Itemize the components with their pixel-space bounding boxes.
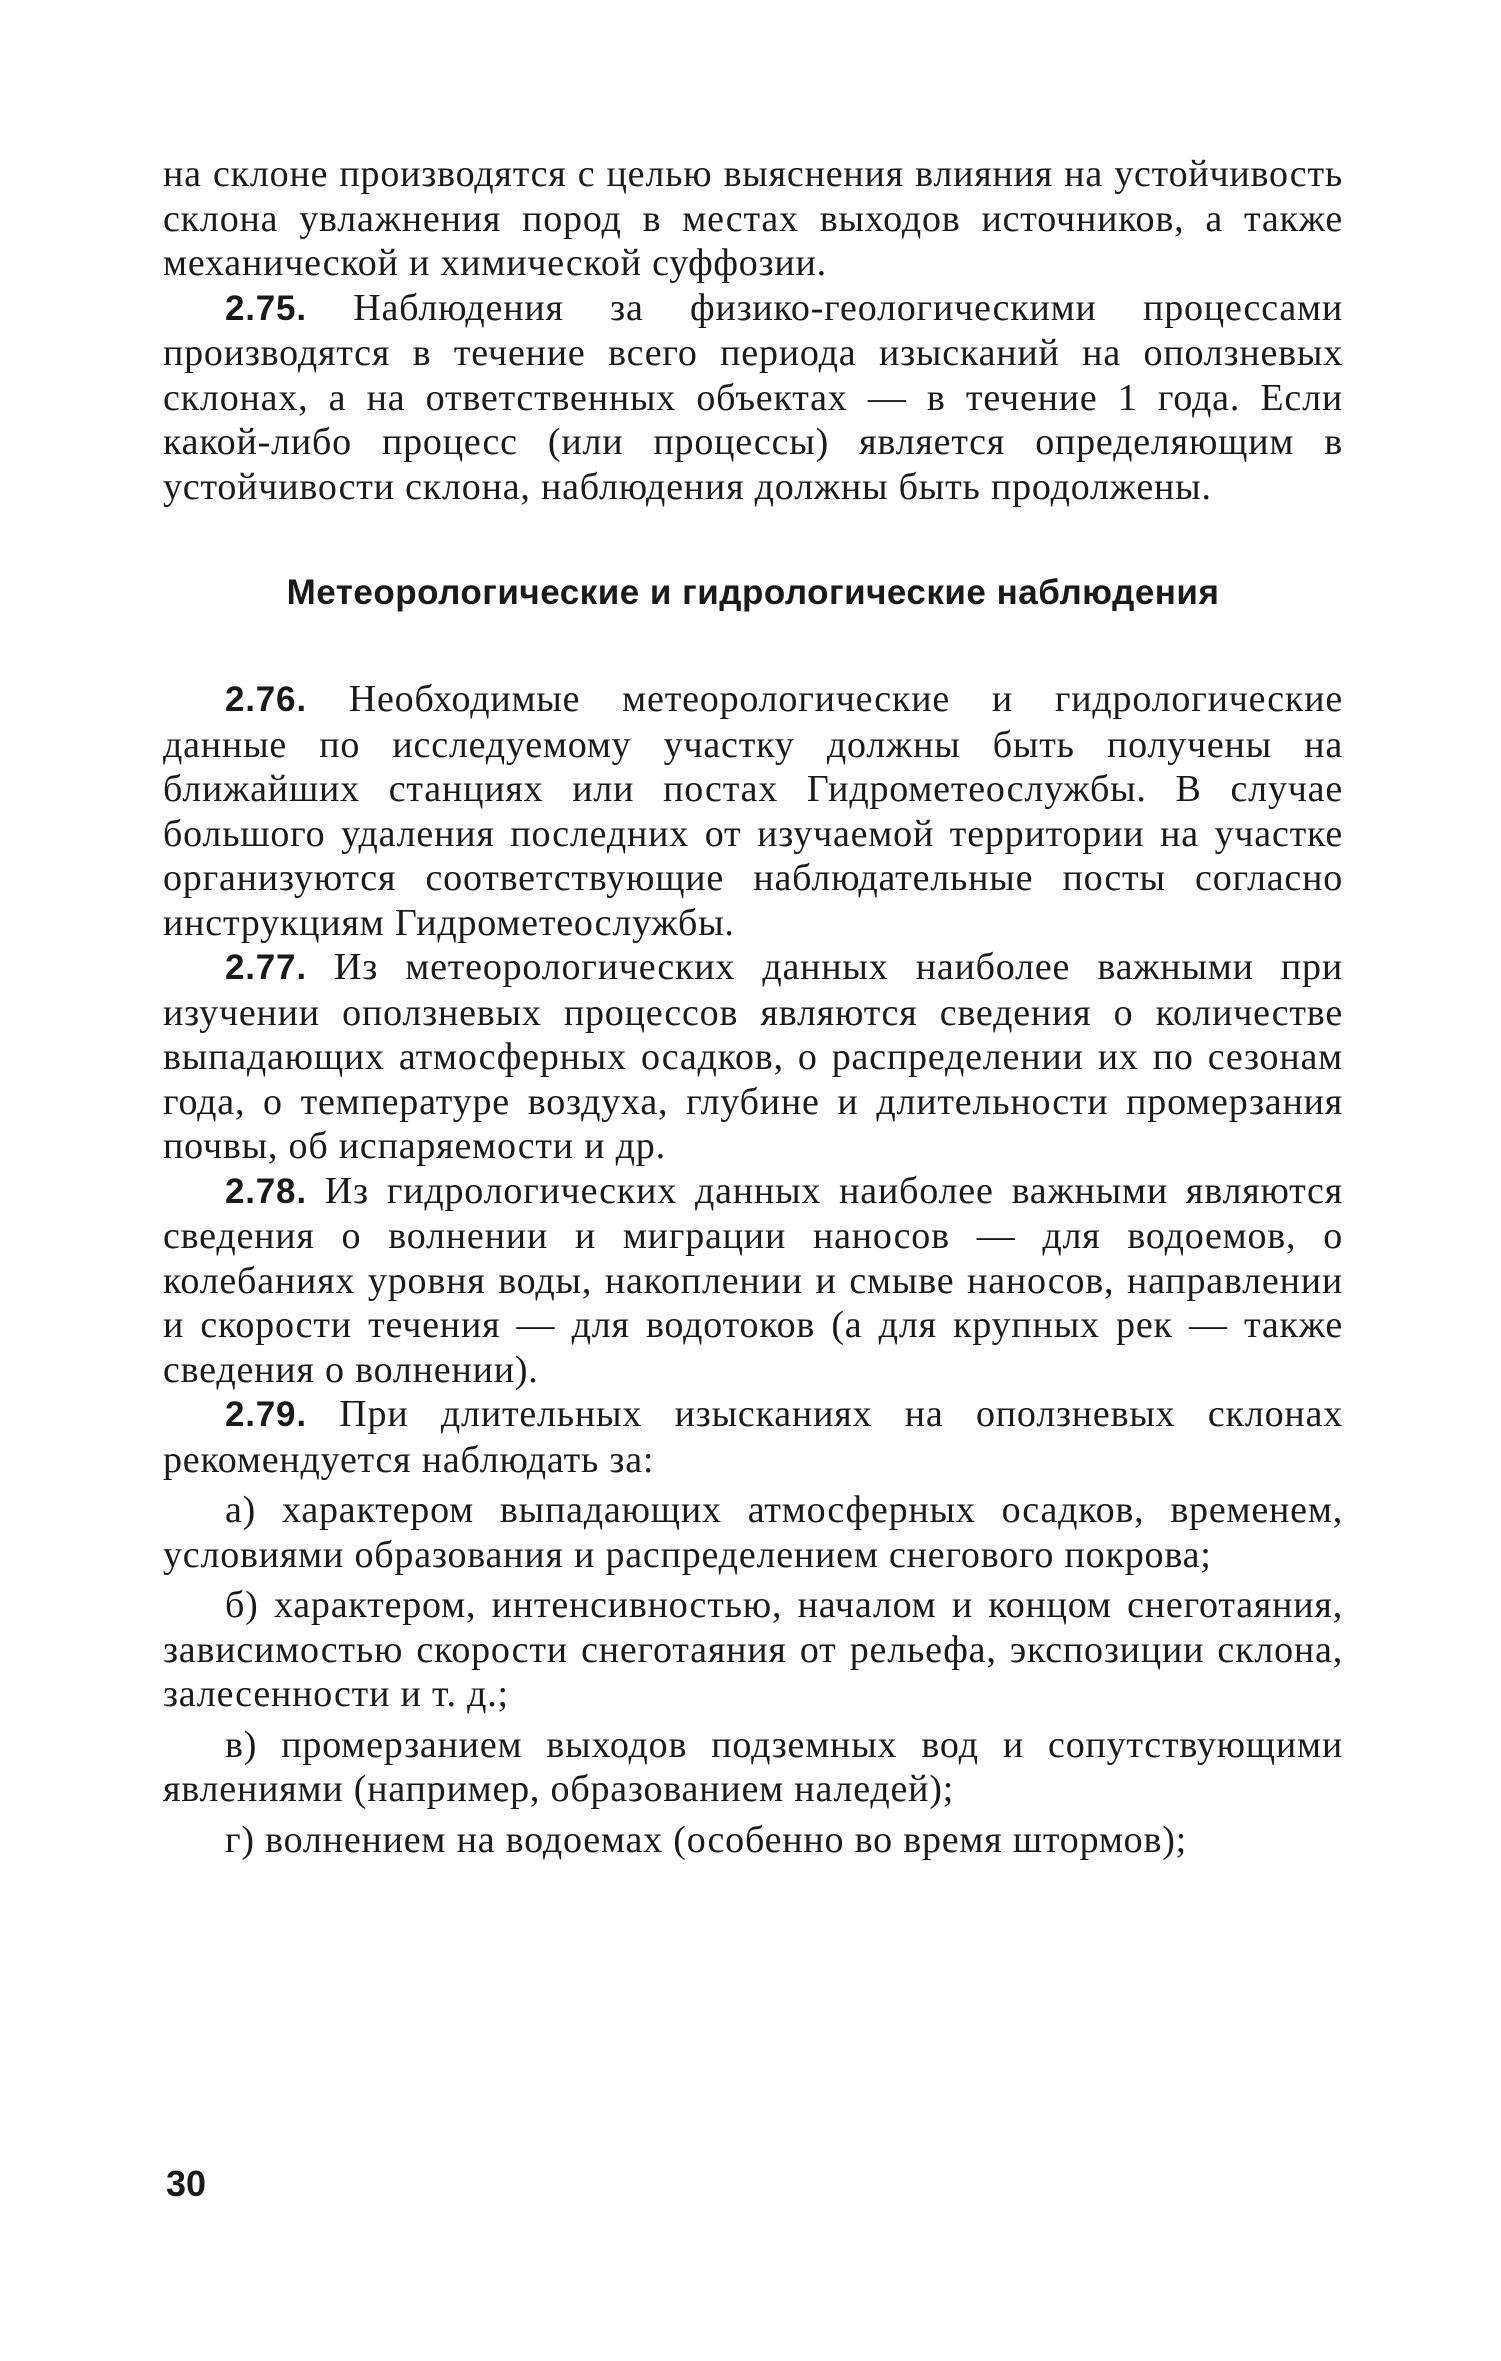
paragraph-2-75	[163, 286, 1343, 510]
paragraph-2-77	[163, 945, 1343, 1169]
paragraph-text-2-75: Наблюдения за физико-геологическими процессами производятся в течение всего периода изысканий на оползневых склонах, а на ответственных объектах — в течение 1 года. Если какой-либо процесс (или процессы) является определяющим в устойчивости склона, наблюдения должны быть продолжены.	[163, 286, 1343, 508]
paragraph-text-2-76: Необходимые метеорологические и гидрологические данные по исследуемому участку должны быть получены на ближайших станциях или постах Гидрометеослужбы. В случае большого удаления последних от изучаемой территории на участке организуются соответствующие наблюдательные посты согласно инструкциям Гидрометеослужбы.	[163, 678, 1343, 944]
paragraph-number-2-79: 2.79.	[225, 1395, 307, 1434]
paragraph-number-2-76: 2.76.	[225, 680, 307, 719]
paragraph-text-2-79: При длительных изысканиях на оползневых склонах рекомендуется наблюдать за:	[163, 1393, 1343, 1481]
section-heading: Метеорологические и гидрологические наблюдения	[286, 573, 1220, 612]
list-item-g: г) волнением на водоемах (особенно во время штормов);	[225, 1818, 1188, 1861]
paragraph-number-2-75: 2.75.	[225, 288, 307, 328]
list-item-b: б) характером, интенсивностью, началом и концом снеготаяния, зависимостью скорости снеготаяния от рельефа, экспозиции склона, залесенности и т. д.;	[163, 1584, 1343, 1715]
list-item-a: а) характером выпадающих атмосферных осадков, временем, условиями образования и распределением снегового покрова;	[163, 1489, 1343, 1576]
paragraph-text-2-78: Из гидрологических данных наиболее важными являются сведения о волнении и миграции наносов — для водоемов, о колебаниях уровня воды, накоплении и смыве наносов, направлении и скорости течения — для водотоков (а для крупных рек — также сведения о волнении).	[163, 1169, 1343, 1391]
list-item-v: в) промерзанием выходов подземных вод и сопутствующими явлениями (например, образованием наледей);	[163, 1723, 1343, 1810]
paragraph-text-2-77: Из метеорологических данных наиболее важными при изучении оползневых процессов являются сведения о количестве выпадающих атмосферных осадков, о распределении их по сезонам года, о температуре воздуха, глубине и длительности промерзания почвы, об испаряемости и др.	[163, 946, 1343, 1167]
document-page	[163, 152, 1343, 1862]
intro-paragraph: на склоне производятся с целью выяснения влияния на устойчивость склона увлажнения пород в местах выходов источников, а также механической и химической суффозии.	[163, 153, 1343, 284]
paragraph-number-2-78: 2.78.	[225, 1171, 307, 1211]
paragraph-2-76	[163, 677, 1343, 945]
page-number: 30	[166, 2163, 207, 2204]
paragraph-2-78	[163, 1169, 1343, 1393]
paragraph-2-79	[163, 1392, 1343, 1482]
paragraph-number-2-77: 2.77.	[225, 948, 307, 987]
